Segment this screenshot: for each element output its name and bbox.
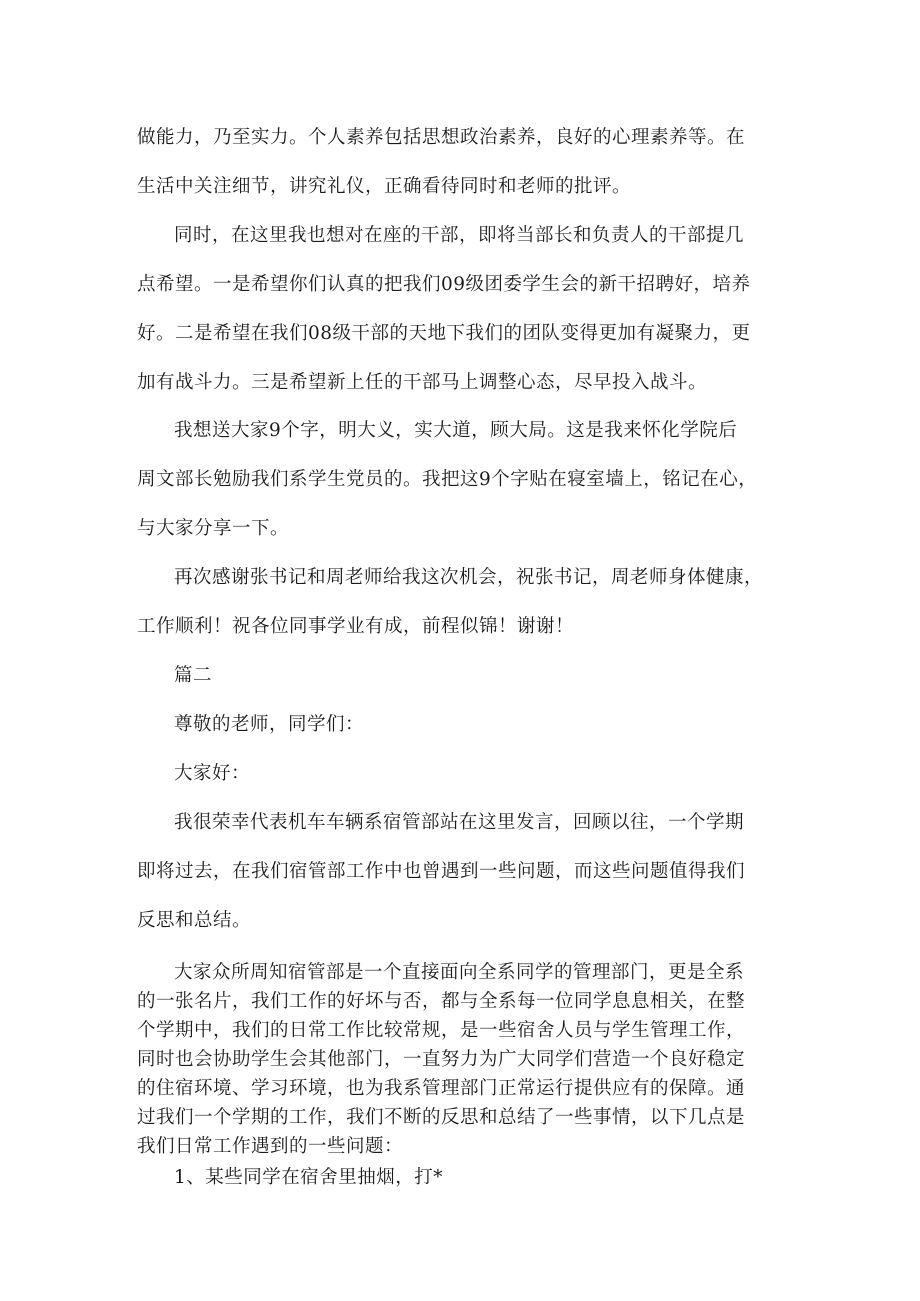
- text-line: 生活中关注细节，讲究礼仪，正确看待同时和老师的批评。: [137, 176, 632, 197]
- text-line: 点希望。一是希望你们认真的把我们09级团委学生会的新干招聘好，培养: [137, 274, 751, 295]
- text-line: 过我们一个学期的工作，我们不断的反思和总结了一些事情，以下几点是: [137, 1107, 746, 1128]
- paragraph-dorm-department-role: [137, 958, 787, 1161]
- text-line: 做能力，乃至实力。个人素养包括思想政治素养，良好的心理素养等。在: [137, 127, 746, 148]
- text-line: 工作顺利！祝各位同事学业有成，前程似锦！谢谢！: [137, 616, 575, 637]
- list-item: 1、某些同学在宿舍里抽烟，打*: [174, 1167, 444, 1188]
- text-line: 的一张名片，我们工作的好坏与否，都与全系每一位同学息息相关，在整: [137, 991, 746, 1012]
- text-line: 我们日常工作遇到的一些问题：: [137, 1136, 404, 1157]
- text-line: 加有战斗力。三是希望新上任的干部马上调整心态，尽早投入战斗。: [137, 372, 708, 393]
- text-line: 即将过去，在我们宿管部工作中也曾遇到一些问题，而这些问题值得我们: [137, 861, 746, 882]
- text-line: 我很荣幸代表机车车辆系宿管部站在这里发言，回顾以往，一个学期: [174, 812, 745, 833]
- text-line: 个学期中，我们的日常工作比较常规，是一些宿舍人员与学生管理工作，: [137, 1020, 746, 1041]
- text-line: 我想送大家9个字，明大义，实大道，顾大局。这是我来怀化学院后: [174, 420, 738, 441]
- section-title: 篇二: [174, 665, 213, 686]
- salutation: 尊敬的老师，同学们：: [174, 714, 365, 735]
- text-line: 同时，在这里我也想对在座的干部，即将当部长和负责人的干部提几: [174, 225, 745, 246]
- paragraph-nine-characters: [137, 406, 787, 553]
- text-line: 同时也会协助学生会其他部门，一直努力为广大同学们营造一个良好稳定: [137, 1049, 746, 1070]
- greeting: 大家好：: [174, 763, 251, 784]
- paragraph-dorm-department-speech: [137, 798, 787, 945]
- paragraph-hopes-for-cadres: [137, 211, 787, 407]
- text-line: 好。二是希望在我们08级干部的天地下我们的团队变得更加有凝聚力，更: [137, 323, 751, 344]
- text-line: 大家众所周知宿管部是一个直接面向全系同学的管理部门，更是全系: [174, 962, 745, 983]
- paragraph-personal-qualities: [137, 113, 787, 211]
- text-line: 与大家分享一下。: [137, 518, 290, 539]
- paragraph-thanks: [137, 553, 787, 651]
- text-line: 再次感谢张书记和周老师给我这次机会，祝张书记，周老师身体健康，: [174, 567, 764, 588]
- text-line: 的住宿环境、学习环境，也为我系管理部门正常运行提供应有的保障。通: [137, 1078, 746, 1099]
- text-line: 周文部长勉励我们系学生党员的。我把这9个字贴在寝室墙上，铭记在心，: [137, 469, 758, 490]
- text-line: 反思和总结。: [137, 910, 252, 931]
